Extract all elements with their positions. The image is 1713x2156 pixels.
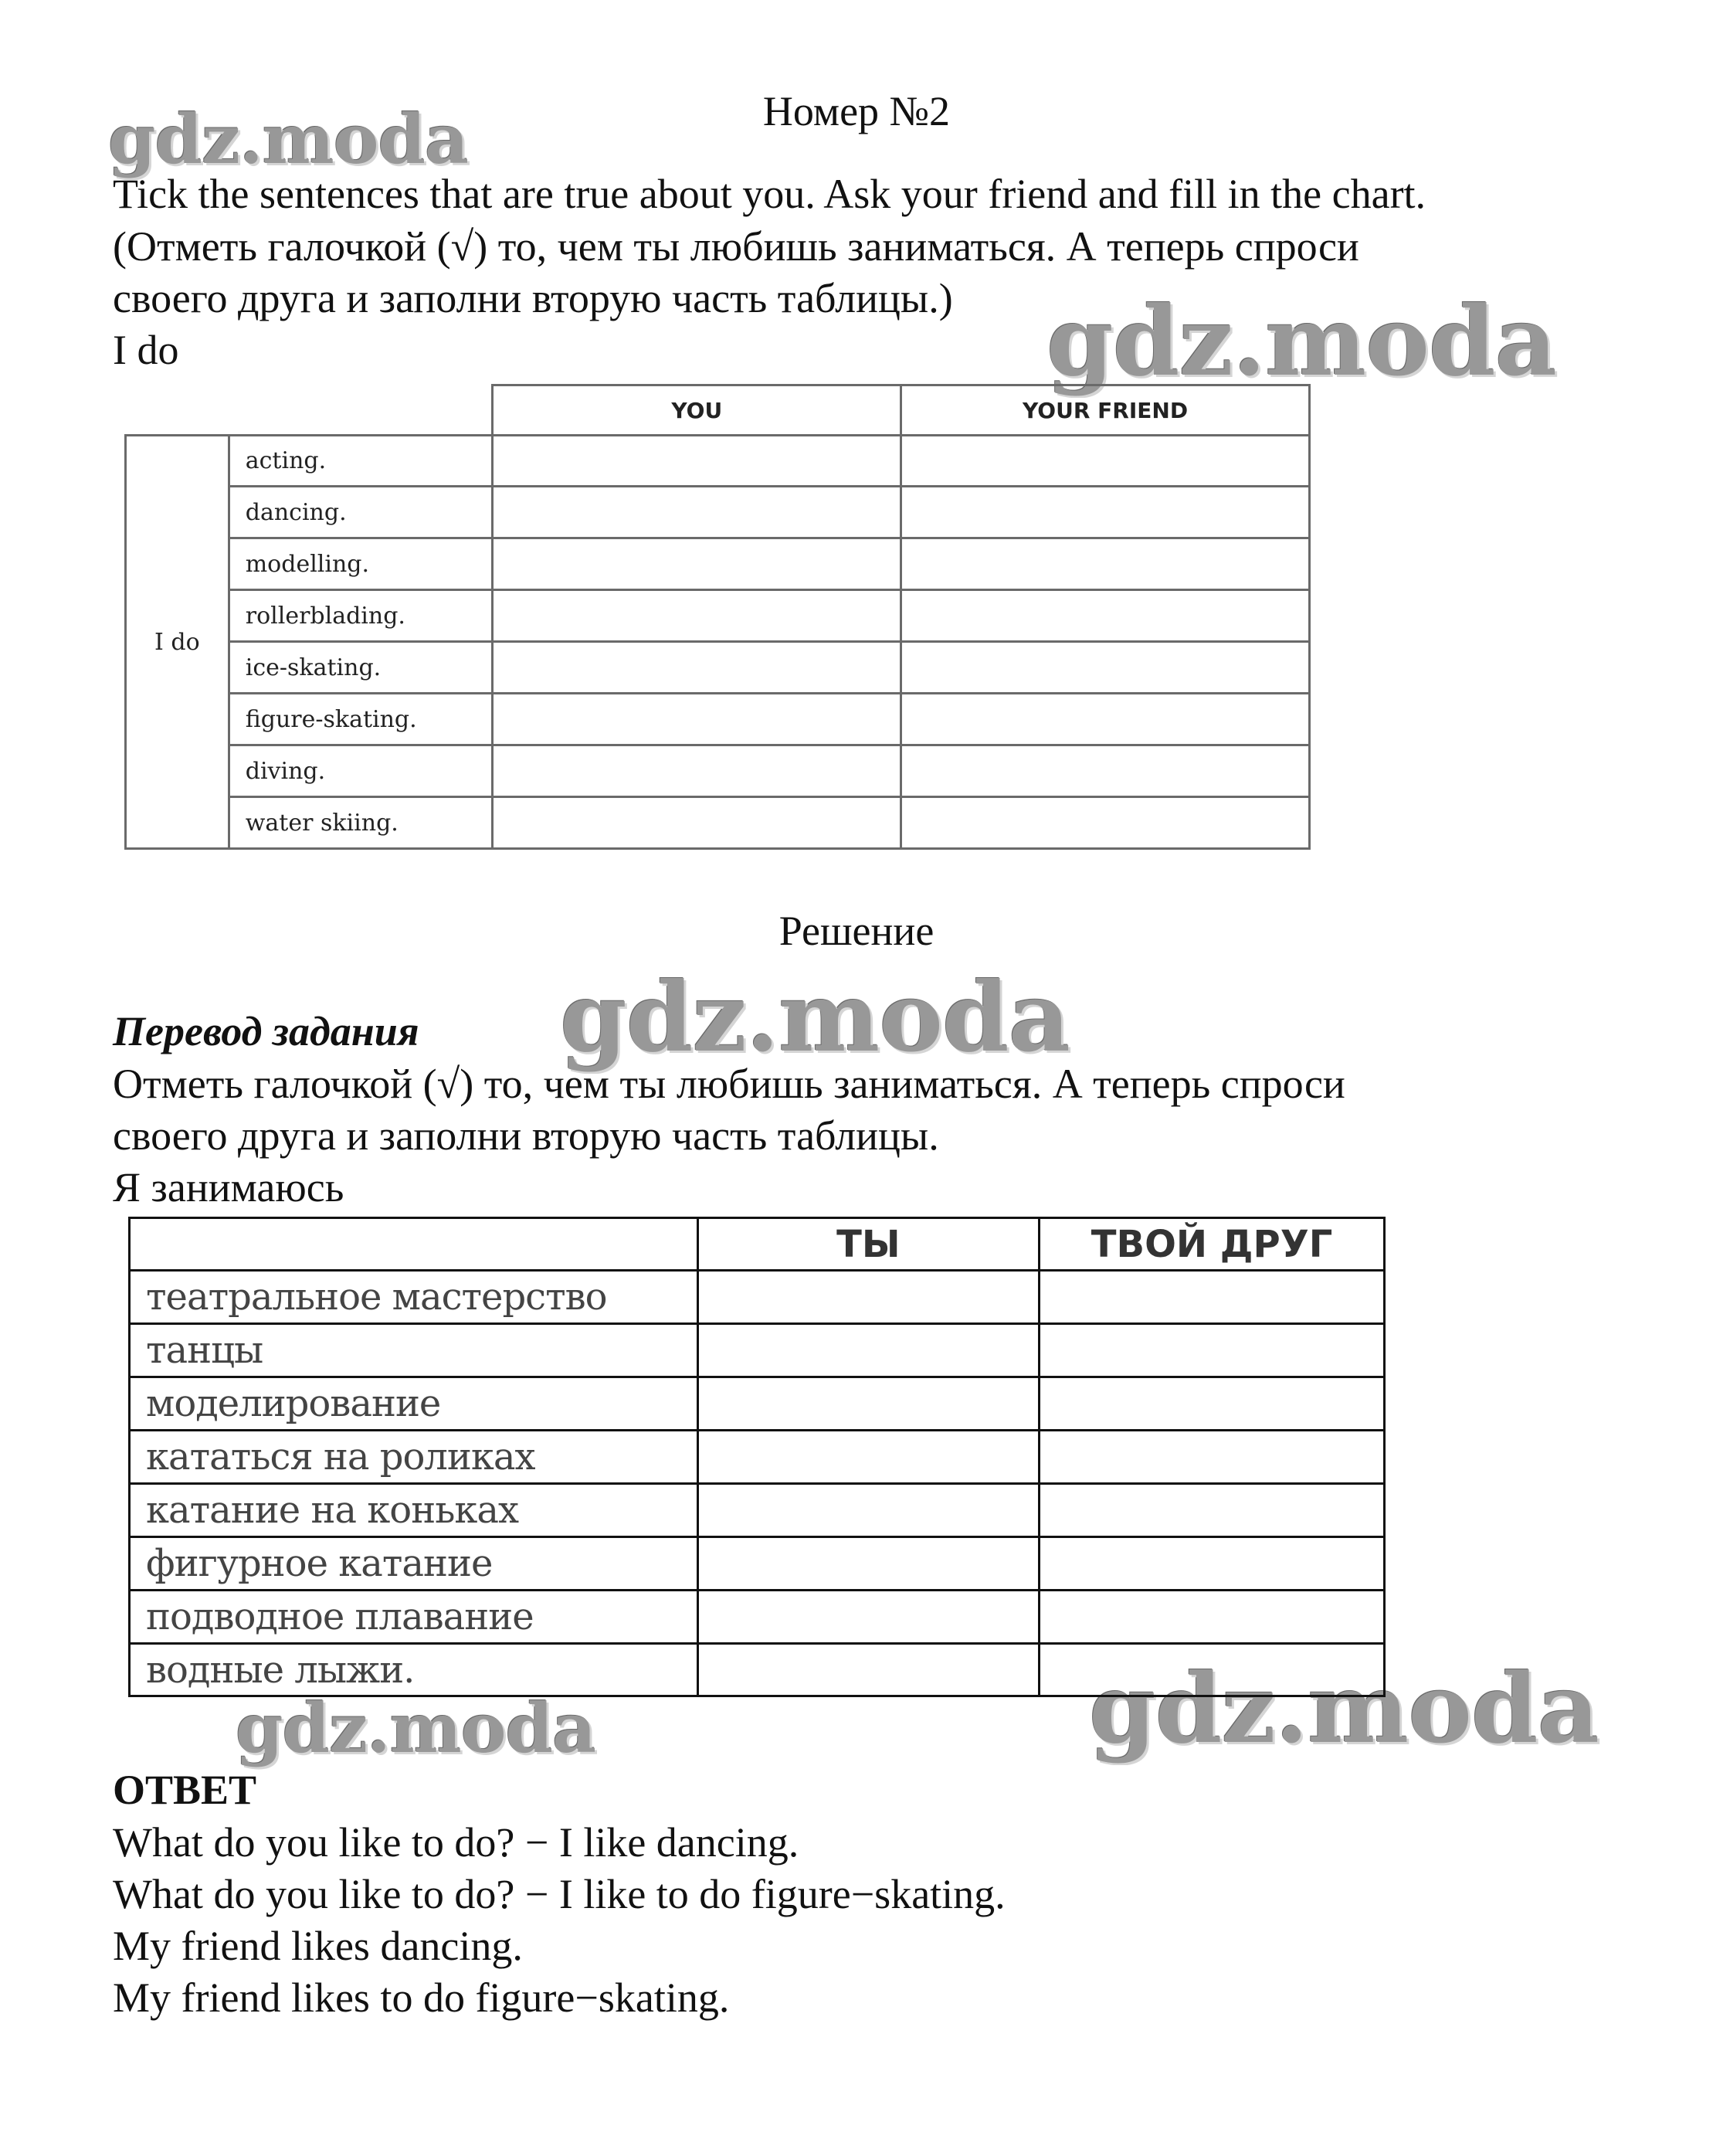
you-cell[interactable]	[697, 1271, 1040, 1324]
answer-line-2: What do you like to do? − I like to do figure−skating.	[113, 1871, 1006, 1917]
friend-cell[interactable]	[901, 797, 1310, 849]
solution-heading: Решение	[778, 908, 935, 954]
page-title: Номер №2	[762, 88, 951, 134]
friend-cell[interactable]	[1040, 1377, 1385, 1431]
you-cell[interactable]	[493, 694, 901, 745]
friend-cell[interactable]	[1040, 1644, 1385, 1696]
activity-cell: ice-skating.	[229, 642, 493, 694]
task-instruction-ru-1: (Отметь галочкой (√) то, чем ты любишь заниматься. А теперь спроси	[113, 223, 1359, 270]
activity-cell: театральное мастерство	[130, 1271, 698, 1324]
friend-cell[interactable]	[901, 694, 1310, 745]
you-cell[interactable]	[493, 590, 901, 642]
watermark-logo: gdz.moda	[560, 962, 1070, 1074]
friend-cell[interactable]	[1040, 1431, 1385, 1484]
activities-table-en	[124, 384, 1311, 850]
you-cell[interactable]	[697, 1377, 1040, 1431]
you-cell[interactable]	[697, 1324, 1040, 1377]
you-cell[interactable]	[493, 745, 901, 797]
friend-cell[interactable]	[1040, 1537, 1385, 1591]
friend-cell[interactable]	[1040, 1484, 1385, 1537]
activity-cell: dancing.	[229, 487, 493, 538]
you-cell[interactable]	[493, 642, 901, 694]
activity-cell: танцы	[130, 1324, 698, 1377]
friend-cell[interactable]	[901, 590, 1310, 642]
task-i-do: I do	[113, 327, 179, 373]
translation-line-2: своего друга и заполни вторую часть таблицы.	[113, 1112, 939, 1159]
you-cell[interactable]	[697, 1484, 1040, 1537]
activity-cell: моделирование	[130, 1377, 698, 1431]
friend-cell[interactable]	[901, 436, 1310, 487]
activity-cell: rollerblading.	[229, 590, 493, 642]
activity-cell: diving.	[229, 745, 493, 797]
friend-cell[interactable]	[1040, 1271, 1385, 1324]
you-cell[interactable]	[697, 1431, 1040, 1484]
translation-line-3: Я занимаюсь	[113, 1164, 344, 1210]
task-instruction-ru-2: своего друга и заполни вторую часть таблицы.)	[113, 275, 953, 321]
activity-cell: подводное плавание	[130, 1591, 698, 1644]
friend-cell[interactable]	[901, 745, 1310, 797]
friend-cell[interactable]	[901, 487, 1310, 538]
table-corner	[130, 1218, 698, 1271]
friend-cell[interactable]	[901, 642, 1310, 694]
translation-heading: Перевод задания	[113, 1008, 419, 1054]
answer-heading: ОТВЕТ	[113, 1767, 257, 1813]
you-cell[interactable]	[697, 1644, 1040, 1696]
watermark-logo: gdz.moda	[1046, 286, 1556, 398]
activity-cell: водные лыжи.	[130, 1644, 698, 1696]
activity-cell: кататься на роликах	[130, 1431, 698, 1484]
activity-cell: figure-skating.	[229, 694, 493, 745]
you-cell[interactable]	[493, 797, 901, 849]
you-cell[interactable]	[493, 538, 901, 590]
you-cell[interactable]	[697, 1591, 1040, 1644]
you-cell[interactable]	[697, 1537, 1040, 1591]
activity-cell: modelling.	[229, 538, 493, 590]
friend-cell[interactable]	[1040, 1591, 1385, 1644]
watermark-logo: gdz.moda	[108, 99, 469, 179]
answer-line-3: My friend likes dancing.	[113, 1923, 523, 1969]
activity-cell: acting.	[229, 436, 493, 487]
column-header-you: ТЫ	[697, 1218, 1040, 1271]
friend-cell[interactable]	[1040, 1324, 1385, 1377]
friend-cell[interactable]	[901, 538, 1310, 590]
activity-cell: фигурное катание	[130, 1537, 698, 1591]
activity-cell: катание на коньках	[130, 1484, 698, 1537]
you-cell[interactable]	[493, 436, 901, 487]
answer-line-1: What do you like to do? − I like dancing.	[113, 1819, 799, 1866]
you-cell[interactable]	[493, 487, 901, 538]
activities-table-ru	[128, 1217, 1386, 1697]
table-corner	[126, 385, 493, 436]
translation-line-1: Отметь галочкой (√) то, чем ты любишь заниматься. А теперь спроси	[113, 1061, 1345, 1107]
row-group-label: I do	[126, 436, 229, 849]
column-header-your-friend: YOUR FRIEND	[901, 385, 1310, 436]
activity-cell: water skiing.	[229, 797, 493, 849]
column-header-your-friend: ТВОЙ ДРУГ	[1040, 1218, 1385, 1271]
column-header-you: YOU	[493, 385, 901, 436]
watermark-logo: gdz.moda	[236, 1688, 596, 1768]
answer-line-4: My friend likes to do figure−skating.	[113, 1974, 730, 2021]
task-instruction-en: Tick the sentences that are true about you. Ask your friend and fill in the chart.	[113, 171, 1426, 217]
watermark-logo: gdz.moda	[1089, 1653, 1599, 1765]
